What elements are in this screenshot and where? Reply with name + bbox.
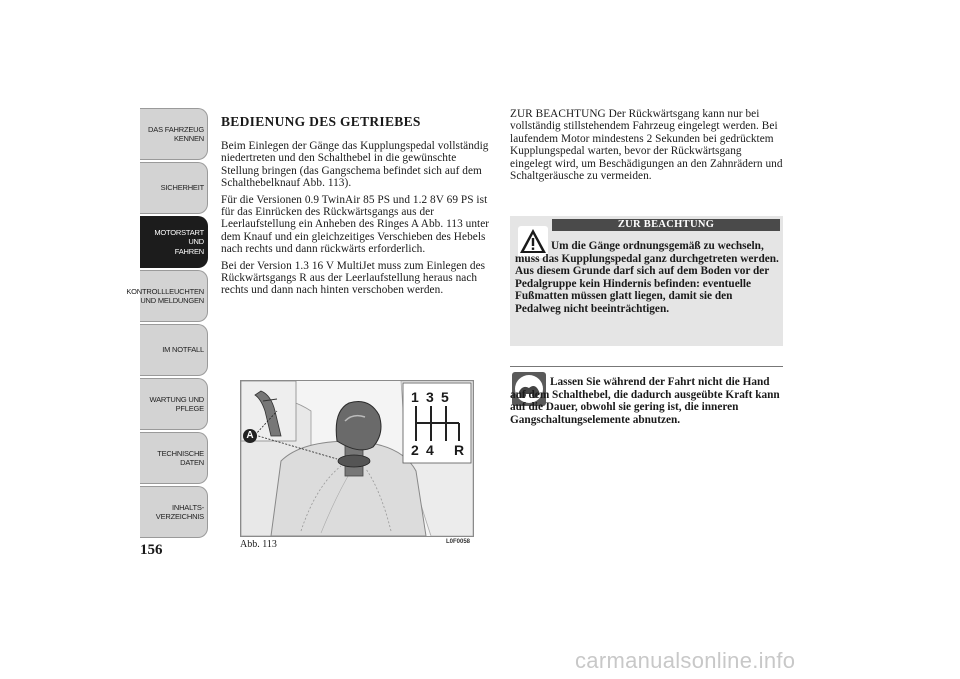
watermark: carmanualsonline.info	[575, 648, 796, 673]
divider	[510, 366, 783, 367]
gear-top-5: 5	[441, 389, 449, 405]
tab-label: TECHNISCHE DATEN	[157, 448, 204, 467]
gearshift-illustration	[241, 381, 473, 536]
page-number: 156	[140, 542, 163, 558]
tab-label: MOTORSTART UND FAHREN	[154, 227, 204, 256]
right-column	[510, 108, 785, 186]
tab-label: INHALTS- VERZEICHNIS	[155, 502, 204, 521]
tab-das-fahrzeug-kennen[interactable]	[140, 108, 208, 160]
env-text-wrapper	[510, 376, 785, 426]
gear-bottom-4: 4	[426, 442, 434, 458]
paragraph-3: Bei der Version 1.3 16 V MultiJet muss zum Einlegen des Rückwärtsgangs R aus der Leerlaufstellung heraus nach rechts und dann nach hinten verschoben werden.	[221, 259, 486, 297]
warning-text: Um die Gänge ordnungsgemäß zu wechseln, muss das Kupplungspedal ganz durchgetreten werden. Aus diesem Grunde darf sich auf dem Boden vor der Pedalgruppe kein Hindernis befinden: eventuelle Fußmatten müssen glatt liegen, damit sie den Pedalweg nicht beeinträchtigen.	[515, 240, 779, 315]
label-a-marker: A	[243, 429, 257, 443]
environment-text: Lassen Sie während der Fahrt nicht die Hand auf dem Schalthebel, die dadurch ausgeübte Kraft kann auf die Dauer, obwohl sie gering ist, die inneren Gangschaltungselemente abnutzen.	[510, 376, 780, 426]
left-column	[221, 114, 491, 301]
warning-box	[510, 216, 783, 346]
warning-title: ZUR BEACHTUNG	[552, 219, 780, 231]
tab-label: SICHERHEIT	[160, 183, 204, 193]
tab-inhaltsverzeichnis[interactable]	[140, 486, 208, 538]
figure-caption: Abb. 113	[240, 539, 277, 550]
paragraph-2: Für die Versionen 0.9 TwinAir 85 PS und 1.2 8V 69 PS ist für das Einrücken des Rückwärtsgangs aus der Leerlaufstellung ein Anheben des Ringes A Abb. 113 unter dem Knauf und ein gleichzeitiges Verschieben des Hebels nach rechts und dann rückwärts erforderlich.	[221, 193, 490, 256]
tab-label: DAS FAHRZEUG KENNEN	[148, 124, 204, 143]
warning-text-wrapper	[515, 240, 780, 316]
tab-technische-daten[interactable]	[140, 432, 208, 484]
gear-bottom-r: R	[454, 442, 465, 458]
tab-label: IM NOTFALL	[162, 345, 204, 355]
section-title: BEDIENUNG DES GETRIEBES	[221, 114, 421, 129]
tab-motorstart-und-fahren[interactable]	[140, 216, 208, 268]
tab-sicherheit[interactable]	[140, 162, 208, 214]
tab-im-notfall[interactable]	[140, 324, 208, 376]
tab-kontrollleuchten[interactable]	[126, 270, 208, 322]
gearshift-figure	[240, 380, 474, 537]
gear-bottom-2: 2	[411, 442, 419, 458]
note-paragraph: ZUR BEACHTUNG Der Rückwärtsgang kann nur bei vollständig stillstehendem Fahrzeug eingelegt werden. Bei laufendem Motor mindestens 2 Sekunden bei gedrücktem Kupplungspedal warten, bevor der Rückwärtsgang eingelegt wird, um Beschädigungen an den Zahnrädern und Schaltgeräusche zu vermeiden.	[510, 108, 783, 183]
gear-top-3: 3	[426, 389, 434, 405]
figure-code: L0F0058	[446, 539, 471, 545]
tab-wartung-und-pflege[interactable]	[140, 378, 208, 430]
tab-label: KONTROLLLEUCHTEN UND MELDUNGEN	[126, 286, 204, 305]
gear-top-1: 1	[411, 389, 419, 405]
paragraph-1: Beim Einlegen der Gänge das Kupplungspedal vollständig niedertreten und den Schalthebel in die gewünschte Stellung bringen (das Gangschema befindet sich auf dem Schalthebelknauf Abb. 113).	[221, 140, 489, 190]
tab-label: WARTUNG UND PFLEGE	[149, 394, 204, 413]
